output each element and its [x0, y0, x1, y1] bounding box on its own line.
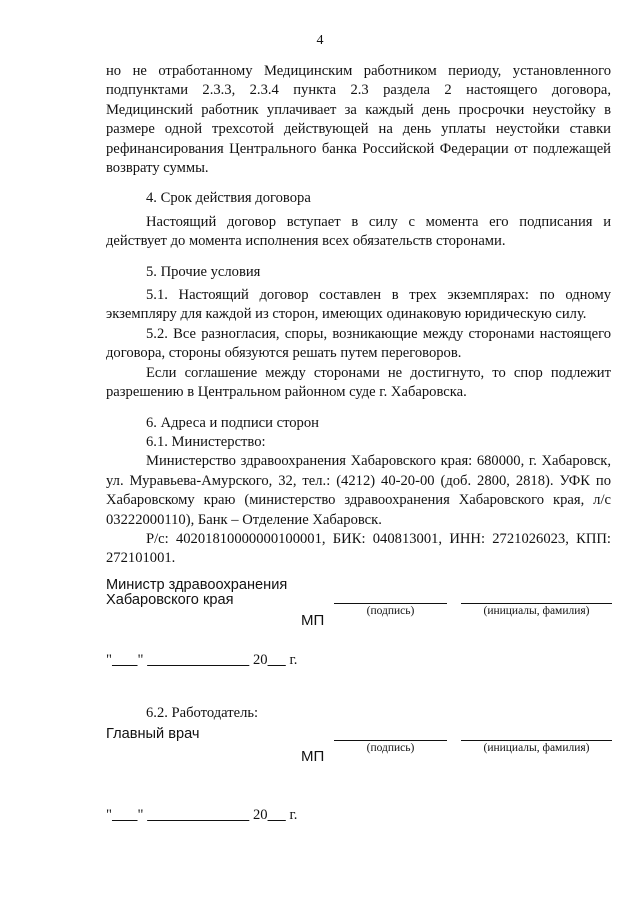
section-4-heading: 4. Срок действия договора — [146, 190, 311, 207]
section-5-heading: 5. Прочие условия — [146, 263, 261, 280]
ministry-name-line — [461, 603, 612, 604]
continuation-paragraph: но не отработанному Медицинским работником периоду, установленного подпунктами 2.3.3, 2.3.4 пункта 2.3 раздела 2 настоящего договора, Медицинский работник уплачивает за каждый день просрочки неустойку в размере одной трехсотой действующей на день уплаты неустойки ставки рефинансирования Центрального банка Российской Федерации от подлежащей возврату суммы. — [106, 63, 611, 177]
employer-signer-title: Главный врач — [106, 726, 200, 742]
section-6-1-heading: 6.1. Министерство: — [146, 433, 266, 450]
section-6-2-heading: 6.2. Работодатель: — [146, 705, 259, 721]
employer-signature-line — [334, 740, 447, 741]
employer-signature-caption: (подпись) — [366, 742, 415, 754]
document-body — [106, 62, 611, 569]
employer-name-line — [461, 740, 612, 741]
employer-seal-mark: МП — [301, 748, 325, 765]
ministry-signer-title-line-2: Хабаровского края — [106, 592, 234, 608]
ministry-address: Министерство здравоохранения Хабаровского края: 680000, г. Хабаровск, ул. Муравьева-Амурского, 32, тел.: (4212) 40-20-00 (доб. 2800, 2818). УФК по Хабаровскому краю (министерство здравоохранения Хабаровского края, л/с 03222000110), Банк – Отделение Хабаровск. — [106, 453, 611, 528]
employer-name-caption: (инициалы, фамилия) — [483, 742, 590, 754]
ministry-date-line: " " 20 г. — [106, 652, 298, 668]
ministry-bank-details: Р/с: 40201810000000100001, БИК: 040813001, ИНН: 2721026023, КПП: 272101001. — [106, 530, 611, 567]
section-4-text: Настоящий договор вступает в силу с момента его подписания и действует до момента исполнения всех обязательств сторонами. — [106, 213, 611, 250]
page-number: 4 — [316, 33, 324, 48]
ministry-signature-caption: (подпись) — [366, 605, 415, 617]
ministry-signature-line — [334, 603, 447, 604]
section-5-paragraph-3: Если соглашение между сторонами не достигнуто, то спор подлежит разрешению в Центральном районном суде г. Хабаровска. — [106, 364, 611, 401]
section-6-heading: 6. Адреса и подписи сторон — [146, 414, 319, 431]
ministry-name-caption: (инициалы, фамилия) — [483, 605, 590, 617]
section-5-paragraph-1: 5.1. Настоящий договор составлен в трех экземплярах: по одному экземпляру для каждой из сторон, имеющих одинаковую юридическую силу. — [106, 287, 611, 323]
ministry-seal-mark: МП — [301, 612, 325, 629]
ministry-signer-title — [106, 578, 287, 608]
ministry-signer-title-line-1: Министр здравоохранения — [106, 577, 288, 593]
section-5-paragraph-2: 5.2. Все разногласия, споры, возникающие между сторонами настоящего договора, стороны обязуются решать путем переговоров. — [106, 325, 611, 362]
employer-date-line: " " 20 г. — [106, 807, 298, 823]
